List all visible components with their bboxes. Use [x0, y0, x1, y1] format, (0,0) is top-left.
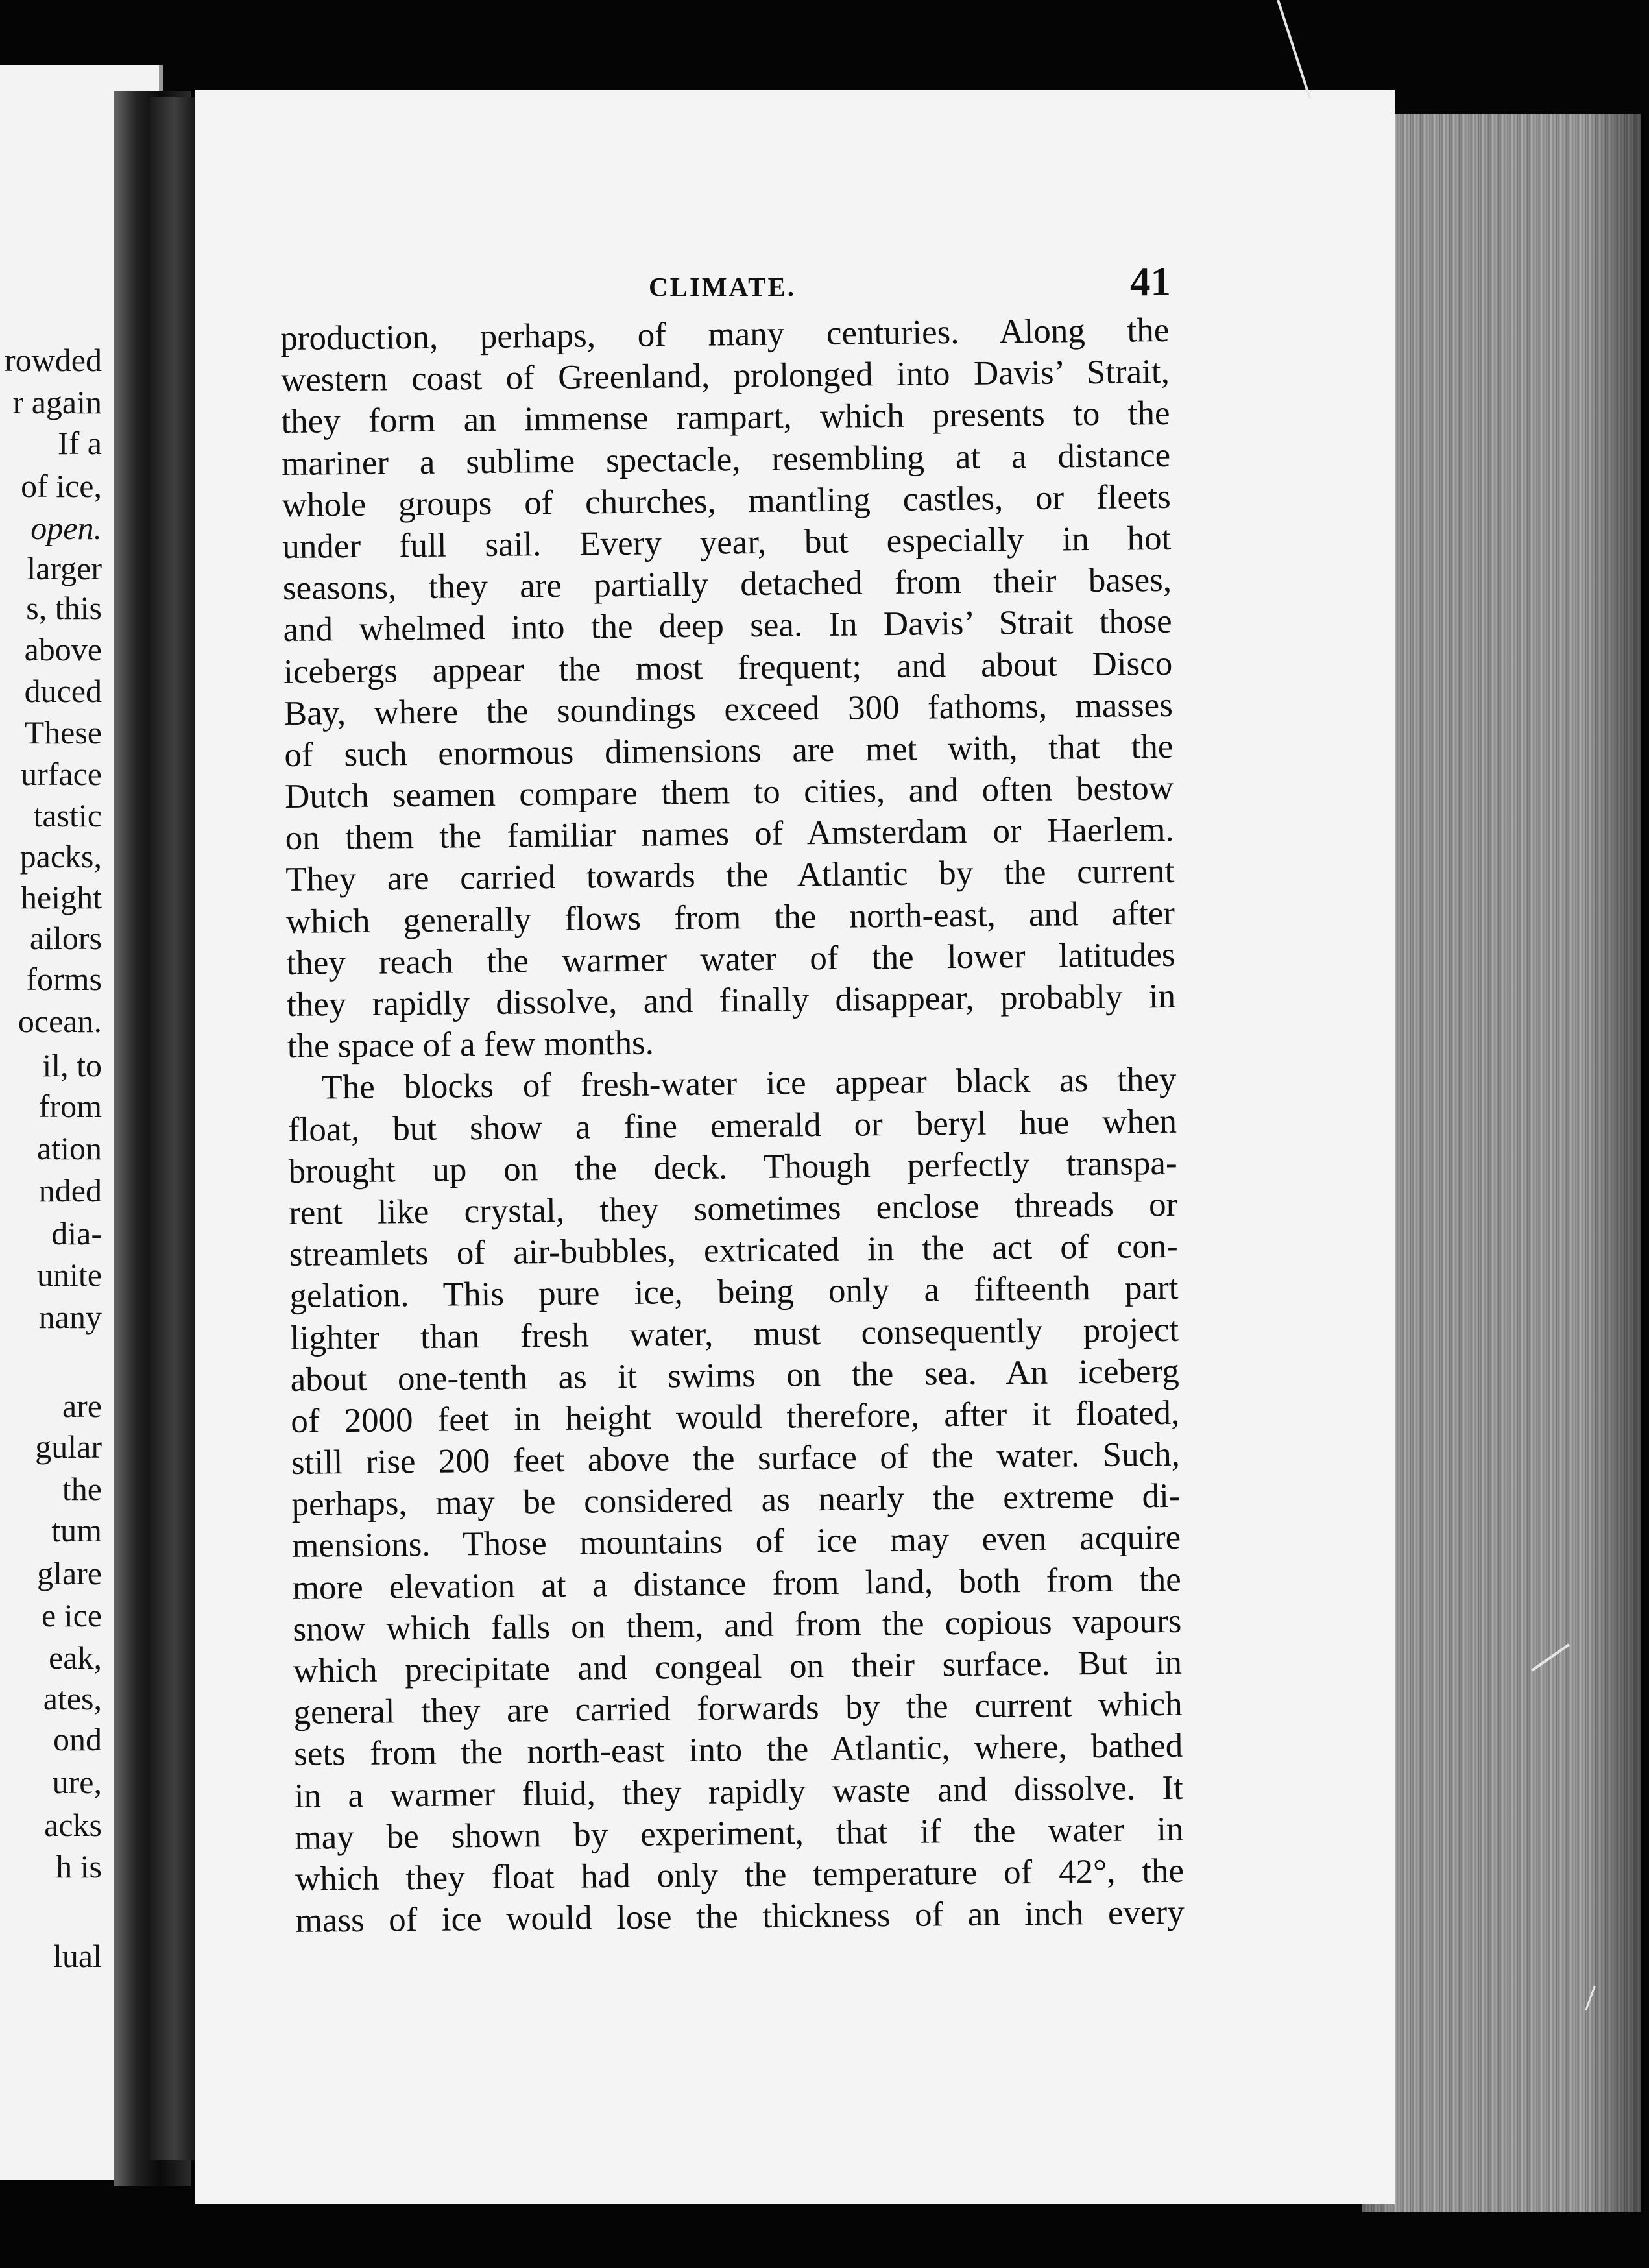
facing-page-text-fragment: If a	[58, 425, 102, 461]
text-line: rent like crystal, they sometimes enclose threads or	[288, 1185, 1178, 1232]
facing-page-text-fragment: r again	[12, 384, 102, 420]
text-line: seasons, they are partially detached from their bases,	[282, 561, 1172, 608]
facing-page-text-fragment: il, to	[42, 1047, 102, 1083]
text-line: of 2000 feet in height would therefore, after it floated,	[291, 1393, 1180, 1440]
text-line: still rise 200 feet above the surface of the water. Such,	[291, 1435, 1181, 1482]
facing-page-text-fragment: dia-	[51, 1215, 102, 1251]
text-line: which generally flows from the north-east, and after	[285, 894, 1175, 941]
text-line: which they float had only the temperature of 42°, the	[295, 1852, 1185, 1898]
facing-page-text-fragment: ond	[53, 1721, 102, 1757]
facing-page-text-fragment: These	[24, 714, 102, 751]
text-line: which precipitate and congeal on their surface. But in	[293, 1643, 1183, 1690]
text-line: production, perhaps, of many centuries. Along the	[280, 311, 1170, 357]
text-line: whole groups of churches, mantling castles, or fleets	[282, 477, 1171, 524]
facing-page-text-fragment: duced	[24, 673, 102, 709]
facing-page-text-fragment: from	[38, 1088, 102, 1124]
text-line: general they are carried forwards by the current which	[293, 1685, 1183, 1732]
text-line: mass of ice would lose the thickness of an inch every	[295, 1893, 1185, 1940]
body-text	[280, 309, 1185, 1942]
text-line: western coast of Greenland, prolonged into Davis’ Strait,	[280, 353, 1170, 400]
facing-page-text-fragment: lual	[53, 1938, 102, 1974]
text-line: on them the familiar names of Amsterdam or Haerlem.	[285, 811, 1174, 858]
facing-page-text-fragment: of ice,	[21, 468, 102, 504]
text-line: they reach the warmer water of the lower latitudes	[286, 935, 1175, 982]
text-line: may be shown by experiment, that if the water in	[295, 1810, 1184, 1857]
text-line: icebergs appear the most frequent; and about Disco	[283, 644, 1173, 691]
text-line: sets from the north-east into the Atlantic, where, bathed	[293, 1727, 1183, 1774]
text-line: Bay, where the soundings exceed 300 fathoms, masses	[283, 686, 1174, 732]
facing-page-text-fragment: are	[62, 1388, 102, 1424]
facing-page-text-fragment: nded	[38, 1172, 102, 1209]
text-line: brought up on the deck. Though perfectly transpa-	[288, 1144, 1177, 1190]
text-line: the space of a few months.	[287, 1024, 655, 1066]
facing-page-text-fragment: open.	[30, 510, 102, 546]
text-line: more elevation at a distance from land, both from the	[292, 1560, 1182, 1607]
text-line: The blocks of fresh-water ice appear black as they	[321, 1061, 1177, 1107]
gutter-shadow	[150, 97, 199, 2160]
text-line: under full sail. Every year, but especially in hot	[282, 519, 1172, 566]
facing-page-text-fragment: tum	[51, 1512, 102, 1549]
text-line: they form an immense rampart, which presents to the	[281, 394, 1170, 441]
text-line: snow which falls on them, and from the copious vapours	[293, 1602, 1182, 1648]
text-line: float, but show a fine emerald or beryl hue when	[287, 1102, 1177, 1149]
text-line: streamlets of air-bubbles, extricated in the act of con-	[289, 1227, 1179, 1274]
text-line: mensions. Those mountains of ice may even acquire	[291, 1519, 1181, 1565]
facing-page-text-fragment: larger	[27, 550, 102, 586]
facing-page-text-fragment: ailors	[29, 920, 102, 956]
facing-page-text-fragment: the	[62, 1471, 102, 1507]
page-edges-shadow	[1362, 114, 1641, 2212]
facing-page-text-fragment: height	[21, 879, 102, 915]
facing-page-text-fragment: glare	[37, 1555, 102, 1591]
text-line: they rapidly dissolve, and finally disappear, probably in	[286, 977, 1176, 1024]
facing-page-text-fragment: packs,	[19, 838, 102, 875]
facing-page-text-fragment: ation	[37, 1130, 102, 1166]
text-line: lighter than fresh water, must consequently project	[289, 1310, 1179, 1357]
text-line: perhaps, may be considered as nearly the extreme di-	[291, 1477, 1181, 1524]
facing-page-text-fragment: s, this	[26, 590, 102, 626]
text-line: in a warmer fluid, they rapidly waste and dissolve. It	[294, 1768, 1184, 1815]
text-line: and whelmed into the deep sea. In Davis’ Strait those	[283, 603, 1172, 649]
facing-page-text-fragment: urface	[21, 756, 102, 792]
facing-page-text-fragment: tastic	[33, 797, 102, 834]
facing-page-text-fragment: acks	[44, 1807, 102, 1843]
facing-page-text-fragment: gular	[35, 1429, 102, 1465]
text-line: Dutch seamen compare them to cities, and often bestow	[284, 769, 1174, 816]
text-line: mariner a sublime spectacle, resembling at a distance	[281, 436, 1171, 483]
facing-page-text-fragment: e ice	[42, 1597, 102, 1634]
facing-page-text-fragment: forms	[26, 961, 102, 997]
facing-page-text-fragment: ure,	[52, 1764, 102, 1800]
facing-page-text-fragment: ates,	[43, 1680, 102, 1717]
facing-page-text-fragment: above	[24, 631, 102, 668]
facing-page-text-fragment: unite	[37, 1257, 102, 1293]
text-line: They are carried towards the Atlantic by the current	[285, 852, 1175, 899]
text-line: about one-tenth as it swims on the sea. An iceberg	[290, 1352, 1179, 1399]
facing-page-text-fragment: h is	[56, 1848, 102, 1885]
scan-artifact-line	[1277, 0, 1311, 99]
facing-page-text-fragment: nany	[38, 1299, 102, 1335]
text-line: of such enormous dimensions are met with, that the	[284, 727, 1174, 774]
text-line: gelation. This pure ice, being only a fifteenth part	[289, 1269, 1179, 1316]
page-number: 41	[1130, 259, 1171, 304]
facing-page-text-fragment: ocean.	[18, 1003, 102, 1039]
facing-page-text-fragment: rowded	[5, 342, 102, 378]
facing-page-text-fragment: eak,	[49, 1639, 102, 1676]
running-head: CLIMATE.	[649, 272, 797, 302]
